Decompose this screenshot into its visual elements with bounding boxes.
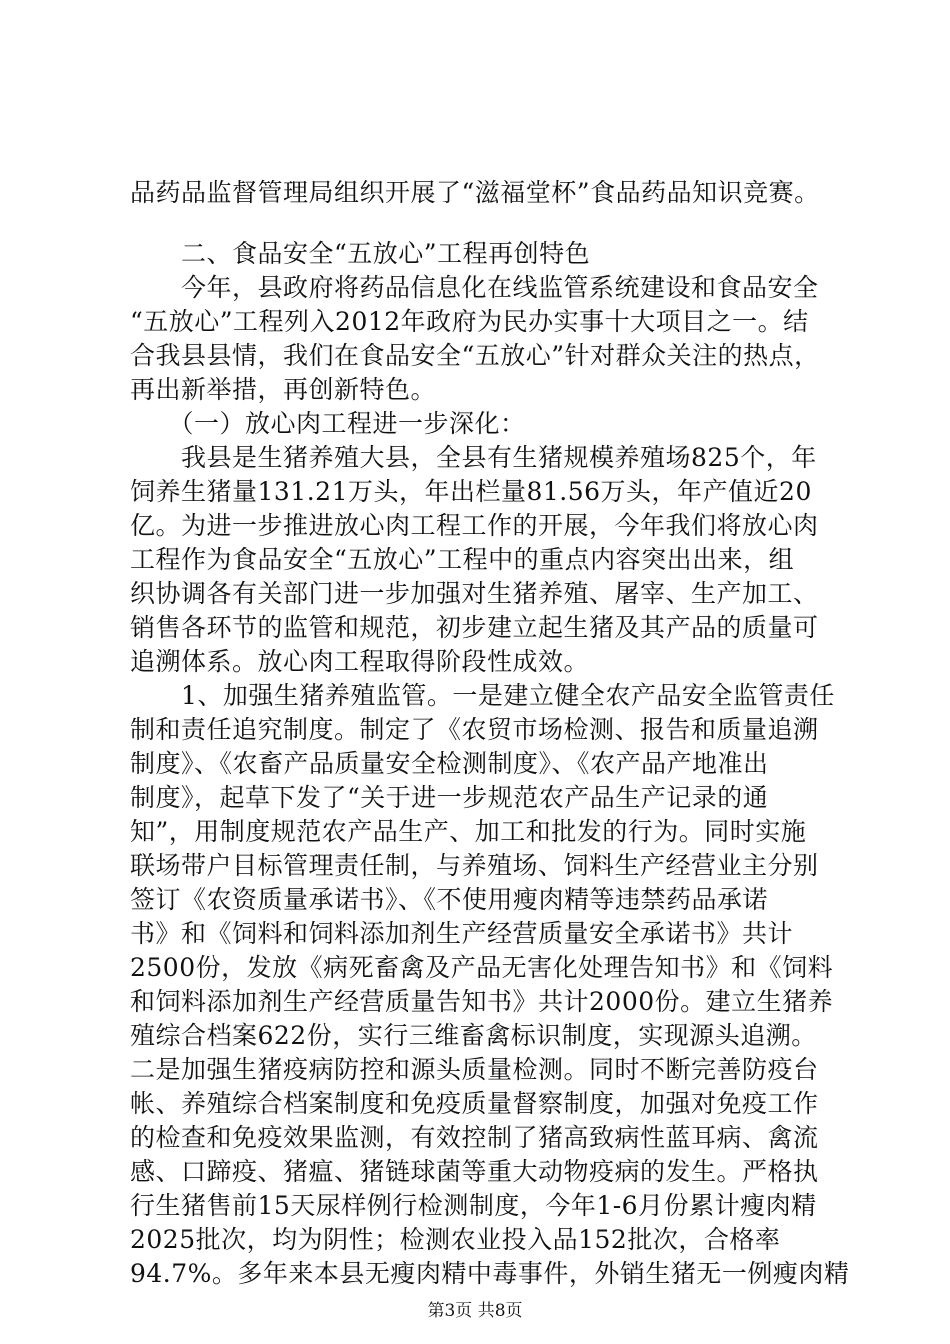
section-heading: 二、食品安全“五放心”工程再创特色	[130, 239, 591, 268]
text-line: 94.7%。多年来本县无瘦肉精中毒事件，外销生猪无一例瘦肉精	[130, 1259, 850, 1288]
text-line: 今年，县政府将药品信息化在线监管系统建设和食品安全	[130, 273, 819, 302]
text-line: 的检查和免疫效果监测，有效控制了猪高致病性蓝耳病、禽流	[130, 1123, 819, 1152]
page-number: 第3页 共8页	[427, 1301, 523, 1321]
text-line: 织协调各有关部门进一步加强对生猪养殖、屠宰、生产加工、	[130, 579, 819, 608]
text-line: 和饲料添加剂生产经营质量告知书》共计2000份。建立生猪养	[130, 987, 834, 1016]
text-line: 签订《农资质量承诺书》、《不使用瘦肉精等违禁药品承诺	[130, 885, 769, 914]
text-line: 帐、养殖综合档案制度和免疫质量督察制度，加强对免疫工作	[130, 1089, 819, 1118]
text-line: 追溯体系。放心肉工程取得阶段性成效。	[130, 647, 590, 676]
text-line: 再出新举措，再创新特色。	[130, 375, 437, 404]
text-line: 1、加强生猪养殖监管。一是建立健全农产品安全监管责任	[130, 681, 835, 710]
text-line: 联场带户目标管理责任制，与养殖场、饲料生产经营业主分别	[130, 851, 819, 880]
text-line: 书》和《饲料和饲料添加剂生产经营质量安全承诺书》共计	[130, 919, 794, 948]
text-line: 感、口蹄疫、猪瘟、猪链球菌等重大动物疫病的发生。严格执	[130, 1157, 819, 1186]
subsection-heading: （一）放心肉工程进一步深化：	[130, 409, 526, 438]
text-line: 二是加强生猪疫病防控和源头质量检测。同时不断完善防疫台	[130, 1055, 819, 1084]
text-line: 品药品监督管理局组织开展了“滋福堂杯”食品药品知识竞赛。	[130, 178, 820, 207]
text-line: “五放心”工程列入2012年政府为民办实事十大项目之一。结	[130, 307, 809, 336]
text-line: 亿。为进一步推进放心肉工程工作的开展，今年我们将放心肉	[130, 511, 819, 540]
text-line: 制和责任追究制度。制定了《农贸市场检测、报告和质量追溯	[130, 715, 819, 744]
text-line: 我县是生猪养殖大县，全县有生猪规模养殖场825个，年	[130, 443, 817, 472]
text-line: 2500份，发放《病死畜禽及产品无害化处理告知书》和《饲料	[130, 953, 834, 982]
text-line: 制度》、《农畜产品质量安全检测制度》、《农产品产地准出	[130, 749, 769, 778]
text-line: 制度》，起草下发了“关于进一步规范农产品生产记录的通	[130, 783, 769, 812]
text-line: 殖综合档案622份，实行三维畜禽标识制度，实现源头追溯。	[130, 1021, 817, 1050]
text-line: 销售各环节的监管和规范，初步建立起生猪及其产品的质量可	[130, 613, 819, 642]
text-line: 知”，用制度规范农产品生产、加工和批发的行为。同时实施	[130, 817, 807, 846]
text-line: 行生猪售前15天尿样例行检测制度，今年1-6月份累计瘦肉精	[130, 1191, 817, 1220]
text-line: 2025批次，均为阴性；检测农业投入品152批次，合格率	[130, 1225, 781, 1254]
text-line: 合我县县情，我们在食品安全“五放心”针对群众关注的热点，	[130, 341, 820, 370]
text-line: 工程作为食品安全“五放心”工程中的重点内容突出出来，组	[130, 545, 795, 574]
text-line: 饲养生猪量131.21万头，年出栏量81.56万头，年产值近20	[130, 477, 812, 506]
